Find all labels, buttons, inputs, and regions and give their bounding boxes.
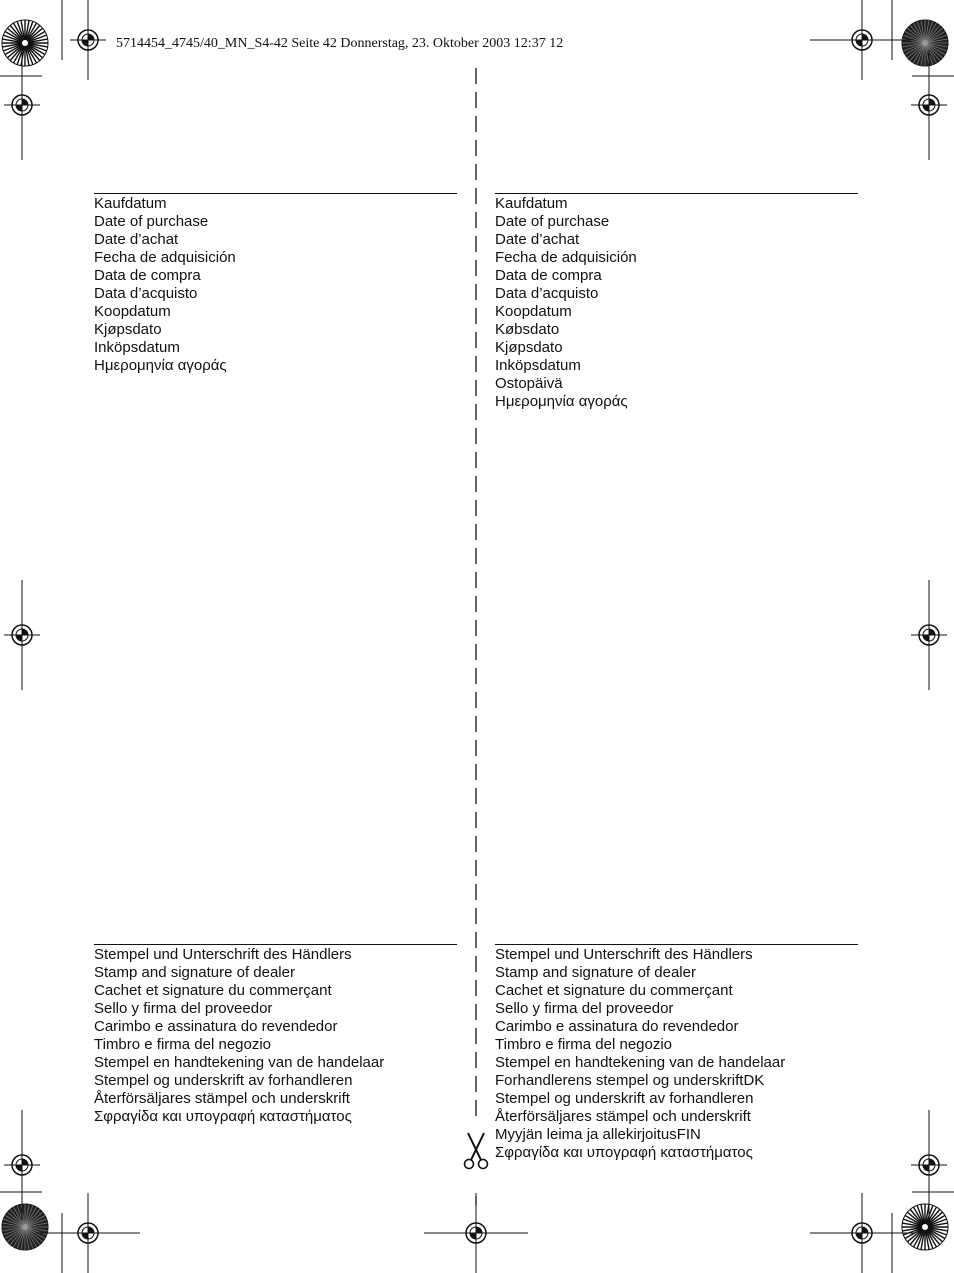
purchase-label: Date of purchase (94, 213, 209, 230)
purchase-label: Kjøpsdato (495, 339, 563, 356)
dealer-label: Stempel en handtekening van de handelaar (495, 1054, 786, 1071)
purchase-label: Data d’acquisto (94, 285, 198, 302)
left-purchase-labels (94, 195, 236, 375)
purchase-label: Kaufdatum (94, 195, 167, 212)
crosshair-registration-icon (4, 580, 40, 690)
purchase-label: Data de compra (94, 267, 201, 284)
purchase-label: Kaufdatum (495, 195, 568, 212)
left-dealer-rule (94, 944, 457, 945)
purchase-label: Date d’achat (495, 231, 580, 248)
dealer-label: Σφραγίδα και υπογραφή καταστήματος (495, 1144, 753, 1161)
crosshair-registration-icon (810, 1193, 914, 1273)
dealer-label: Carimbo e assinatura do revendedor (495, 1018, 739, 1035)
dealer-label: Timbro e firma del negozio (495, 1036, 673, 1053)
dealer-label: Stamp and signature of dealer (495, 964, 696, 981)
print-slug-header: 5714454_4745/40_MN_S4-42 Seite 42 Donnerstag, 23. Oktober 2003 12:37 12 (116, 36, 564, 51)
radial-starburst-icon (902, 1204, 948, 1250)
crosshair-registration-icon (911, 1110, 947, 1220)
right-purchase-rule (495, 193, 858, 194)
dealer-label: Myyjän leima ja allekirjoitusFIN (495, 1126, 701, 1143)
purchase-label: Koopdatum (94, 303, 171, 320)
crosshair-registration-icon (810, 0, 914, 80)
crosshair-registration-icon (4, 50, 40, 160)
dealer-label: Stempel en handtekening van de handelaar (94, 1054, 385, 1071)
right-dealer-rule (495, 944, 858, 945)
radial-starburst-icon (2, 1204, 48, 1250)
dealer-label: Stamp and signature of dealer (94, 964, 295, 981)
purchase-label: Ostopäivä (495, 375, 563, 392)
dealer-label: Timbro e firma del negozio (94, 1036, 272, 1053)
purchase-label: Fecha de adquisición (94, 249, 236, 266)
purchase-label: Ημερομηνία αγοράς (495, 393, 628, 410)
dealer-label: Återförsäljares stämpel och underskrift (94, 1090, 350, 1107)
crosshair-registration-icon (4, 1110, 40, 1220)
crosshair-registration-icon (70, 0, 106, 80)
dealer-label: Sello y firma del proveedor (495, 1000, 674, 1017)
purchase-label: Inköpsdatum (495, 357, 581, 374)
dealer-label: Sello y firma del proveedor (94, 1000, 273, 1017)
crosshair-registration-icon (36, 1193, 140, 1273)
left-purchase-rule (94, 193, 457, 194)
purchase-label: Data de compra (495, 267, 602, 284)
purchase-label: Date d’achat (94, 231, 179, 248)
purchase-label: Koopdatum (495, 303, 572, 320)
dealer-label: Σφραγίδα και υπογραφή καταστήματος (94, 1108, 352, 1125)
crosshair-registration-icon (911, 50, 947, 160)
radial-starburst-icon (902, 20, 948, 66)
dealer-label: Carimbo e assinatura do revendedor (94, 1018, 338, 1035)
crosshair-registration-icon (911, 580, 947, 690)
scissors-icon (465, 1133, 488, 1169)
purchase-label: Data d’acquisto (495, 285, 599, 302)
purchase-label: Kjøpsdato (94, 321, 162, 338)
dealer-label: Stempel og underskrift av forhandleren (94, 1072, 353, 1089)
purchase-label: Ημερομηνία αγοράς (94, 357, 227, 374)
purchase-label: Købsdato (495, 321, 560, 338)
dealer-label: Återförsäljares stämpel och underskrift (495, 1108, 751, 1125)
radial-starburst-icon (2, 20, 48, 66)
left-dealer-labels (94, 946, 384, 1126)
right-purchase-labels (495, 195, 637, 411)
purchase-label: Inköpsdatum (94, 339, 180, 356)
dealer-label: Cachet et signature du commerçant (495, 982, 733, 999)
purchase-label: Fecha de adquisición (495, 249, 637, 266)
dealer-label: Stempel und Unterschrift des Händlers (495, 946, 753, 963)
dealer-label: Stempel und Unterschrift des Händlers (94, 946, 352, 963)
dealer-label: Cachet et signature du commerçant (94, 982, 332, 999)
dealer-label: Stempel og underskrift av forhandleren (495, 1090, 754, 1107)
purchase-label: Date of purchase (495, 213, 610, 230)
right-dealer-labels (495, 946, 785, 1162)
dealer-label: Forhandlerens stempel og underskriftDK (495, 1072, 765, 1089)
